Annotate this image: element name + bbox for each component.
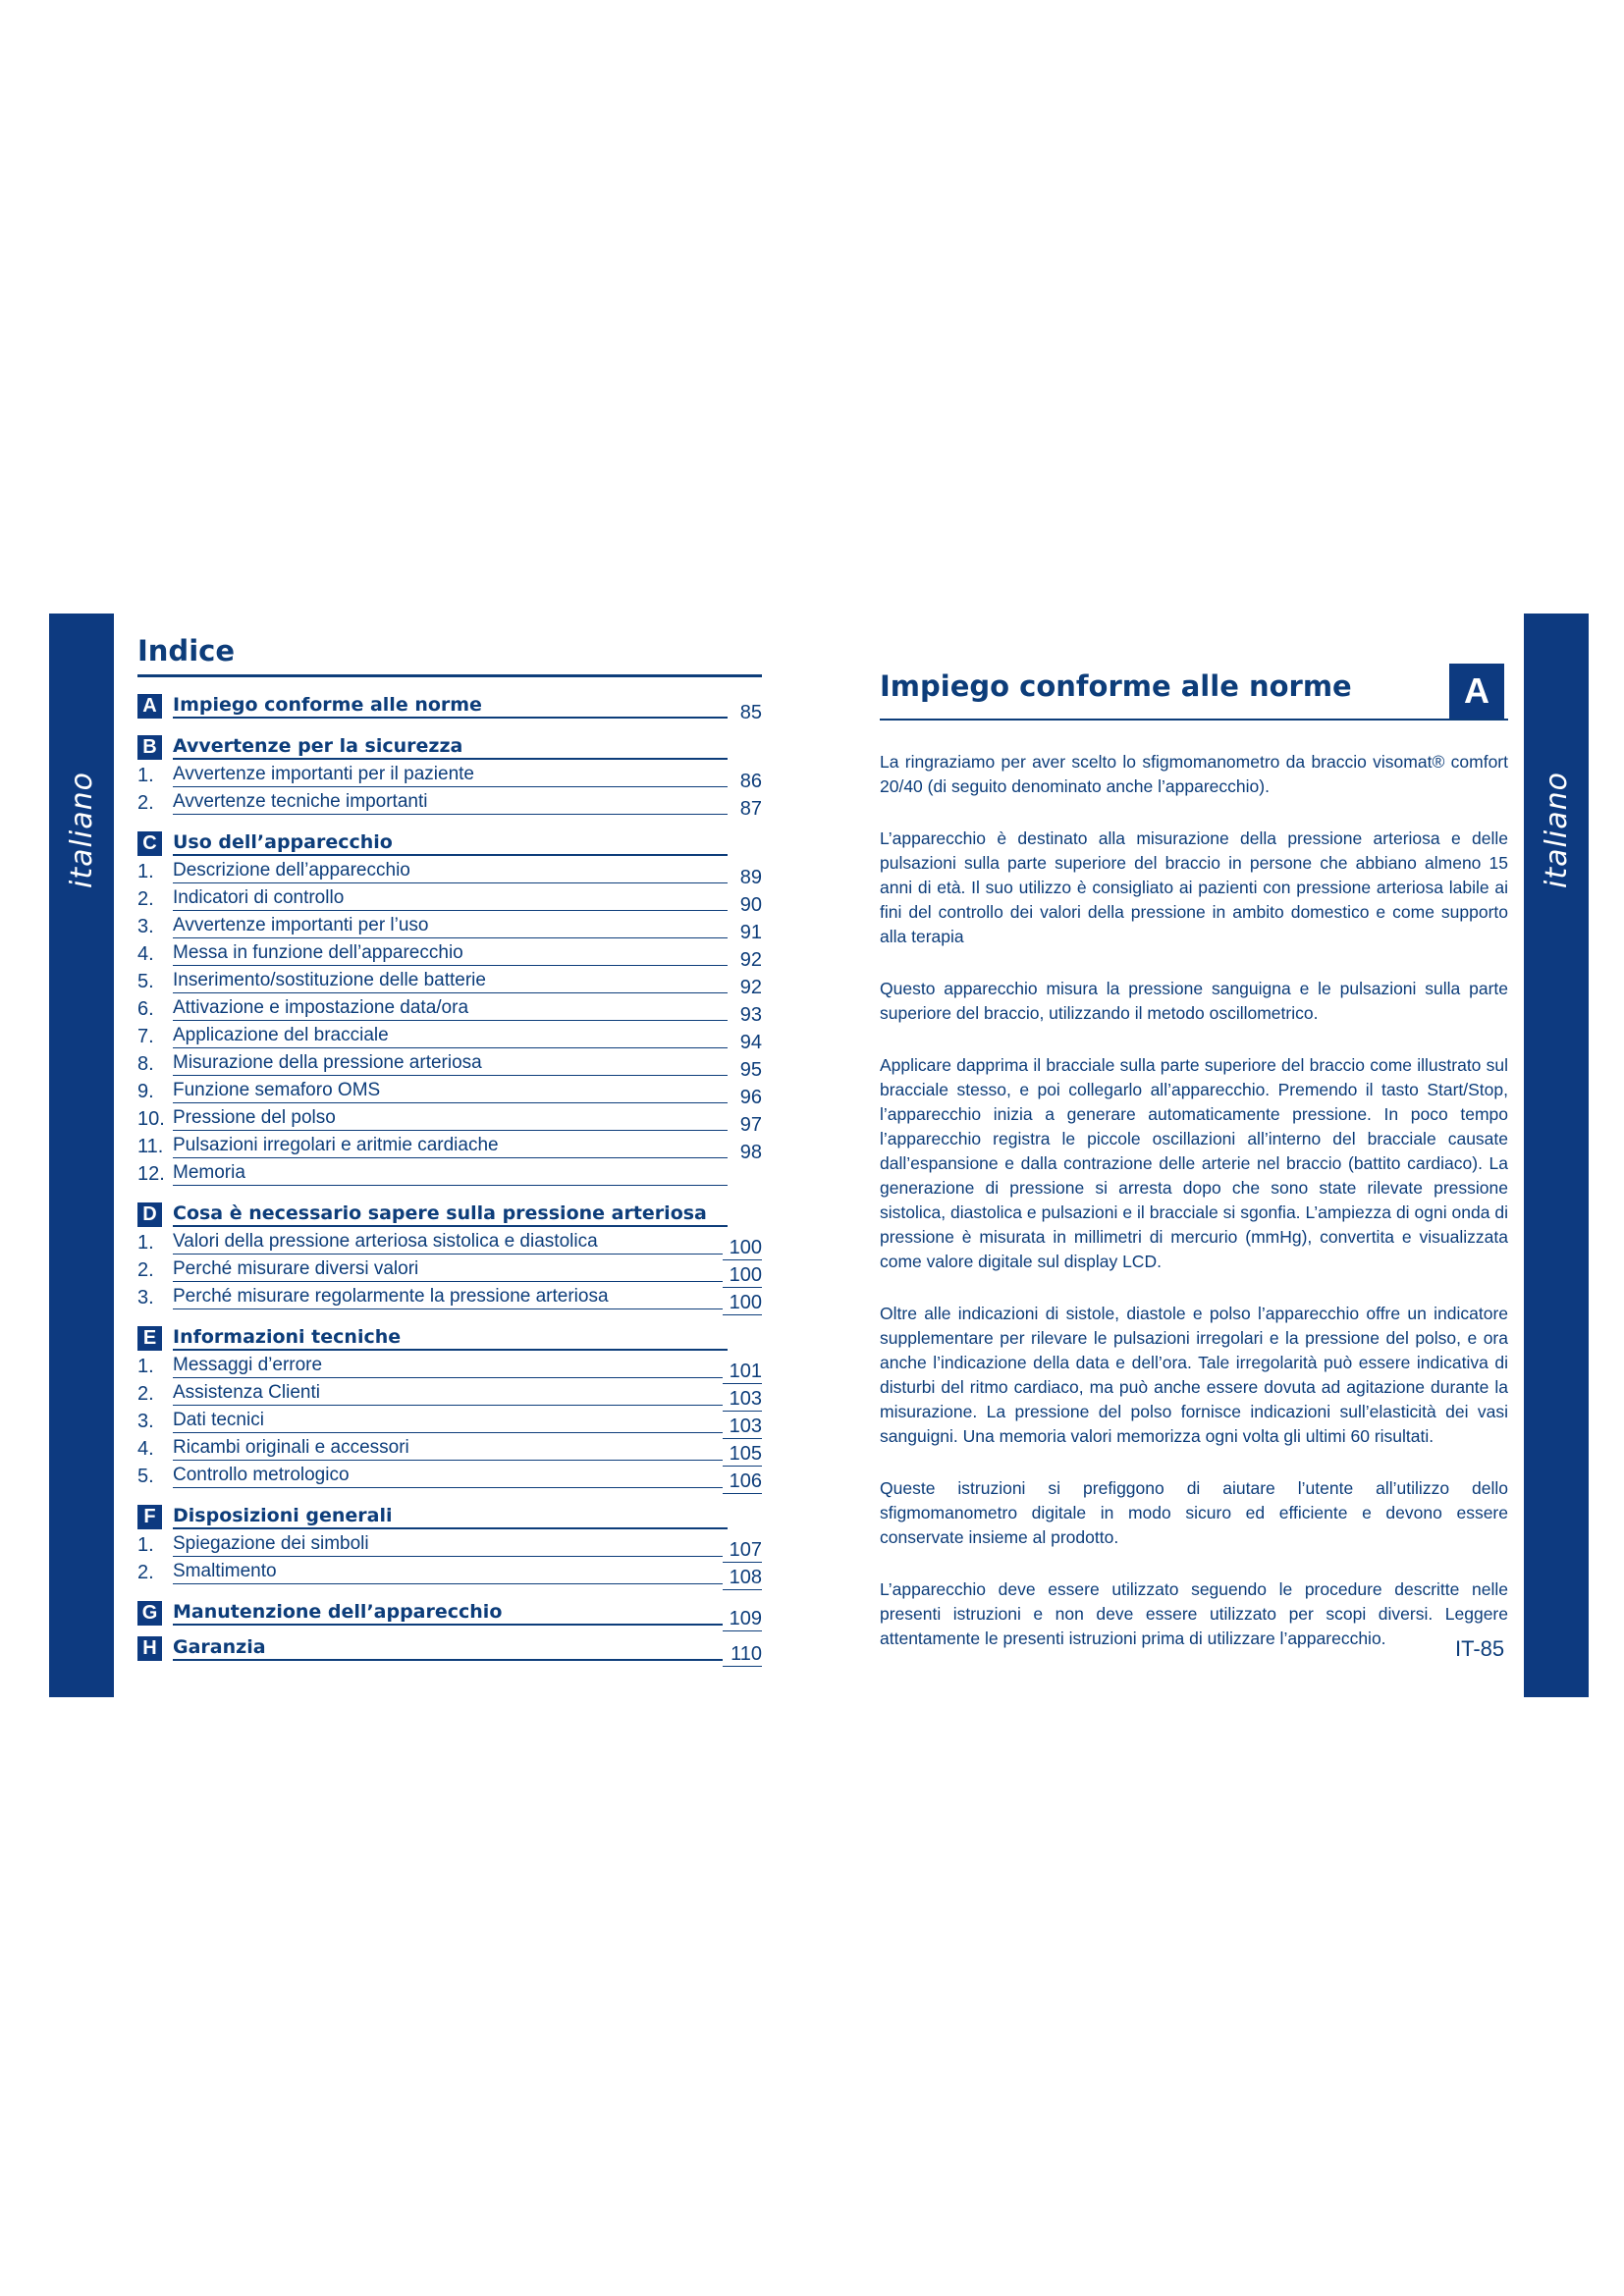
toc-heading-row[interactable] bbox=[137, 1633, 762, 1665]
toc-item-number: 1. bbox=[137, 765, 154, 786]
section-letter-badge: D bbox=[137, 1202, 162, 1227]
toc-heading-row[interactable] bbox=[137, 1323, 762, 1351]
toc-section-d bbox=[137, 1200, 762, 1313]
toc-item-number: 2. bbox=[137, 1383, 154, 1405]
toc-heading-row[interactable] bbox=[137, 828, 762, 856]
toc-item-label: Controllo metrologico bbox=[173, 1464, 723, 1488]
toc-item-row[interactable] bbox=[137, 1227, 762, 1258]
section-letter-badge: H bbox=[137, 1636, 162, 1661]
toc-item-label: Avvertenze importanti per il paziente bbox=[173, 763, 728, 787]
intended-use-page bbox=[880, 664, 1508, 1651]
toc-page-number: 103 bbox=[723, 1415, 762, 1439]
toc-item-number: 2. bbox=[137, 792, 154, 814]
section-letter-badge: F bbox=[137, 1505, 162, 1529]
toc-page-number: 91 bbox=[739, 922, 762, 943]
toc-heading-row[interactable] bbox=[137, 732, 762, 760]
toc-item-number: 4. bbox=[137, 1438, 154, 1460]
toc-item-row[interactable] bbox=[137, 1255, 762, 1286]
toc-heading-row[interactable] bbox=[137, 1502, 762, 1529]
section-letter-badge: E bbox=[137, 1326, 162, 1351]
toc-item-number: 1. bbox=[137, 1356, 154, 1377]
table-of-contents bbox=[137, 633, 762, 1665]
section-letter-badge: B bbox=[137, 735, 162, 760]
toc-item-number: 2. bbox=[137, 1562, 154, 1583]
toc-heading-label: Cosa è necessario sapere sulla pressione arteriosa bbox=[173, 1201, 728, 1227]
toc-item-number: 5. bbox=[137, 971, 154, 992]
toc-item-row[interactable] bbox=[137, 1351, 762, 1382]
body-paragraph: Queste istruzioni si prefiggono di aiutare l’utente all’utilizzo dello sfigmomanometro digitale in modo sicuro ed efficiente e devono essere conservate insieme al prodotto. bbox=[880, 1478, 1508, 1547]
toc-item-label: Spiegazione dei simboli bbox=[173, 1532, 723, 1557]
toc-item-label: Descrizione dell’apparecchio bbox=[173, 859, 728, 883]
left-language-tab bbox=[49, 614, 114, 1697]
toc-item-row[interactable] bbox=[137, 883, 762, 916]
toc-page-number: 108 bbox=[723, 1566, 762, 1590]
toc-item-row[interactable] bbox=[137, 1158, 762, 1186]
toc-item-label: Perché misurare regolarmente la pressione arteriosa bbox=[173, 1285, 723, 1309]
toc-section-c bbox=[137, 828, 762, 1186]
toc-item-number: 3. bbox=[137, 1287, 154, 1308]
toc-item-label: Messaggi d’errore bbox=[173, 1354, 723, 1378]
toc-item-number: 7. bbox=[137, 1026, 154, 1047]
page-title: Impiego conforme alle norme bbox=[880, 669, 1352, 703]
toc-section-h bbox=[137, 1633, 762, 1665]
toc-item-row[interactable] bbox=[137, 760, 762, 792]
right-language-tab bbox=[1524, 614, 1589, 1697]
toc-item-row[interactable] bbox=[137, 938, 762, 971]
toc-item-number: 4. bbox=[137, 943, 154, 965]
toc-item-number: 1. bbox=[137, 861, 154, 882]
toc-item-label: Pressione del polso bbox=[173, 1106, 728, 1131]
toc-item-label: Assistenza Clienti bbox=[173, 1381, 723, 1406]
language-label-left: italiano bbox=[64, 771, 99, 888]
toc-item-row[interactable] bbox=[137, 1557, 762, 1588]
toc-heading-label: Garanzia bbox=[173, 1635, 723, 1661]
body-paragraph: Questo apparecchio misura la pressione sanguigna e le pulsazioni sulla parte superiore del braccio, utilizzando il metodo oscillometrico. bbox=[880, 979, 1508, 1023]
toc-section-e bbox=[137, 1323, 762, 1492]
toc-item-label: Pulsazioni irregolari e aritmie cardiache bbox=[173, 1134, 728, 1158]
toc-heading-label: Uso dell’apparecchio bbox=[173, 830, 728, 856]
toc-item-number: 2. bbox=[137, 888, 154, 910]
toc-item-label: Perché misurare diversi valori bbox=[173, 1257, 723, 1282]
language-label-right: italiano bbox=[1539, 771, 1574, 888]
toc-item-label: Dati tecnici bbox=[173, 1409, 723, 1433]
toc-item-number: 5. bbox=[137, 1466, 154, 1487]
toc-item-row[interactable] bbox=[137, 1131, 762, 1163]
page-number: IT-85 bbox=[1455, 1636, 1505, 1661]
toc-item-number: 1. bbox=[137, 1232, 154, 1254]
section-letter-badge: G bbox=[137, 1601, 162, 1626]
toc-item-label: Memoria bbox=[173, 1161, 728, 1186]
toc-item-row[interactable] bbox=[137, 1282, 762, 1313]
toc-page-number: 96 bbox=[739, 1087, 762, 1108]
toc-item-row[interactable] bbox=[137, 1461, 762, 1492]
toc-page-number: 100 bbox=[723, 1291, 762, 1315]
toc-item-row[interactable] bbox=[137, 993, 762, 1026]
toc-page-number: 107 bbox=[723, 1538, 762, 1563]
section-letter-badge: A bbox=[137, 694, 162, 719]
toc-item-number: 6. bbox=[137, 998, 154, 1020]
toc-page-number: 85 bbox=[739, 702, 762, 723]
toc-page-number: 109 bbox=[723, 1607, 762, 1631]
toc-item-number: 2. bbox=[137, 1259, 154, 1281]
toc-item-row[interactable] bbox=[137, 1076, 762, 1108]
toc-item-number: 12. bbox=[137, 1163, 165, 1185]
toc-page-number: 97 bbox=[739, 1114, 762, 1136]
toc-page-number: 94 bbox=[739, 1032, 762, 1053]
toc-item-number: 3. bbox=[137, 1411, 154, 1432]
section-letter-badge: C bbox=[137, 831, 162, 856]
section-letter-badge: A bbox=[1449, 664, 1504, 719]
toc-heading-label: Informazioni tecniche bbox=[173, 1325, 728, 1351]
toc-page-number: 101 bbox=[723, 1360, 762, 1384]
toc-page-number: 103 bbox=[723, 1387, 762, 1412]
toc-page-number: 92 bbox=[739, 977, 762, 998]
toc-page-number: 105 bbox=[723, 1442, 762, 1467]
toc-page-number: 95 bbox=[739, 1059, 762, 1081]
toc-section-a bbox=[137, 691, 762, 723]
toc-item-row[interactable] bbox=[137, 856, 762, 888]
toc-page-number: 100 bbox=[723, 1236, 762, 1260]
toc-item-row[interactable] bbox=[137, 1529, 762, 1561]
toc-item-label: Ricambi originali e accessori bbox=[173, 1436, 723, 1461]
toc-heading-label: Avvertenze per la sicurezza bbox=[173, 734, 728, 760]
toc-item-label: Indicatori di controllo bbox=[173, 886, 728, 911]
toc-heading-label: Manutenzione dell’apparecchio bbox=[173, 1600, 723, 1626]
toc-section-g bbox=[137, 1598, 762, 1629]
toc-item-label: Messa in funzione dell’apparecchio bbox=[173, 941, 728, 966]
toc-item-label: Avvertenze importanti per l’uso bbox=[173, 914, 728, 938]
toc-item-label: Attivazione e impostazione data/ora bbox=[173, 996, 728, 1021]
toc-item-number: 11. bbox=[137, 1136, 164, 1157]
toc-item-label: Avvertenze tecniche importanti bbox=[173, 790, 728, 815]
section-header bbox=[880, 664, 1508, 721]
toc-item-number: 1. bbox=[137, 1534, 154, 1556]
toc-item-row[interactable] bbox=[137, 1048, 762, 1081]
toc-item-row[interactable] bbox=[137, 1021, 762, 1053]
toc-item-number: 8. bbox=[137, 1053, 154, 1075]
toc-page-number: 90 bbox=[739, 894, 762, 916]
toc-section-b bbox=[137, 732, 762, 820]
toc-page-number: 86 bbox=[739, 771, 762, 792]
toc-section-f bbox=[137, 1502, 762, 1588]
toc-page-number: 106 bbox=[723, 1469, 762, 1494]
toc-item-label: Applicazione del bracciale bbox=[173, 1024, 728, 1048]
toc-page-number: 87 bbox=[739, 798, 762, 820]
body-paragraph: Oltre alle indicazioni di sistole, diastole e polso l’apparecchio offre un indicatore supplementare per rilevare le pulsazioni irregolari e la pressione del polso, e ora anche l’indicazione della data e dell’ora. Tale irregolarità può essere indicativa di disturbi del ritmo cardiaco, ma può anche essere dovuta ad agitazione durante la misurazione. La pressione del polso fornisce indicazioni sull’elasticità dei vasi sanguigni. Una memoria valori memorizza ogni volta gli ultimi 60 risultati. bbox=[880, 1304, 1508, 1446]
toc-heading-row[interactable] bbox=[137, 691, 762, 723]
toc-item-row[interactable] bbox=[137, 1433, 762, 1465]
toc-item-row[interactable] bbox=[137, 1378, 762, 1410]
body-paragraph: Applicare dapprima il bracciale sulla parte superiore del braccio come illustrato sul bracciale stesso, e poi collegarlo all’apparecchio. Premendo il tasto Start/Stop, l’apparecchio inizia a generare automaticamente pressione. In poco tempo l’apparecchio registra le piccole oscillazioni all’interno del bracciale causate dall’espansione e dalla contrazione delle arterie nel braccio (battito cardiaco). La generazione di pressione si arresta dopo che sono state rilevate pressione sistolica, diastolica e pulsazioni e il bracciale si sgonfia. L’ampiezza di ogni onda di pressione è misurata in millimetri di mercurio (mmHg), convertita e visualizzata come valore digitale sul display LCD. bbox=[880, 1055, 1508, 1271]
toc-item-label: Valori della pressione arteriosa sistolica e diastolica bbox=[173, 1230, 723, 1255]
toc-page-number: 98 bbox=[739, 1142, 762, 1163]
toc-item-row[interactable] bbox=[137, 911, 762, 943]
toc-heading-row[interactable] bbox=[137, 1200, 762, 1227]
toc-item-number: 3. bbox=[137, 916, 154, 937]
toc-page-number: 100 bbox=[723, 1263, 762, 1288]
toc-item-label: Funzione semaforo OMS bbox=[173, 1079, 728, 1103]
toc-item-label: Inserimento/sostituzione delle batterie bbox=[173, 969, 728, 993]
index-title: Indice bbox=[137, 633, 762, 677]
toc-page-number: 89 bbox=[739, 867, 762, 888]
toc-page-number: 93 bbox=[739, 1004, 762, 1026]
toc-heading-label: Impiego conforme alle norme bbox=[173, 693, 728, 719]
body-paragraph: L’apparecchio è destinato alla misurazione della pressione arteriosa e delle pulsazioni sulla parte superiore del braccio in persone che abbiano almeno 15 anni di età. Il suo utilizzo è consigliato ai pazienti con pressione arteriosa labile ai fini del controllo dei valori della pressione in ambito domestico e come supporto alla terapia bbox=[880, 828, 1508, 946]
toc-item-label: Misurazione della pressione arteriosa bbox=[173, 1051, 728, 1076]
body-paragraph: L’apparecchio deve essere utilizzato seguendo le procedure descritte nelle presenti istruzioni e non deve essere utilizzato per scopi diversi. Leggere attentamente le presenti istruzioni prima di utilizzare l’apparecchio. bbox=[880, 1579, 1508, 1648]
toc-page-number: 92 bbox=[739, 949, 762, 971]
toc-heading-label: Disposizioni generali bbox=[173, 1504, 728, 1529]
toc-heading-row[interactable] bbox=[137, 1598, 762, 1629]
toc-item-row[interactable] bbox=[137, 1103, 762, 1136]
toc-item-number: 9. bbox=[137, 1081, 154, 1102]
toc-item-row[interactable] bbox=[137, 787, 762, 820]
body-paragraph: La ringraziamo per aver scelto lo sfigmomanometro da braccio visomat® comfort 20/40 (di seguito denominato anche l’apparecchio). bbox=[880, 752, 1508, 796]
toc-page-number: 110 bbox=[723, 1642, 762, 1667]
toc-item-row[interactable] bbox=[137, 966, 762, 998]
toc-item-label: Smaltimento bbox=[173, 1560, 723, 1584]
toc-item-number: 10. bbox=[137, 1108, 165, 1130]
toc-item-row[interactable] bbox=[137, 1406, 762, 1437]
